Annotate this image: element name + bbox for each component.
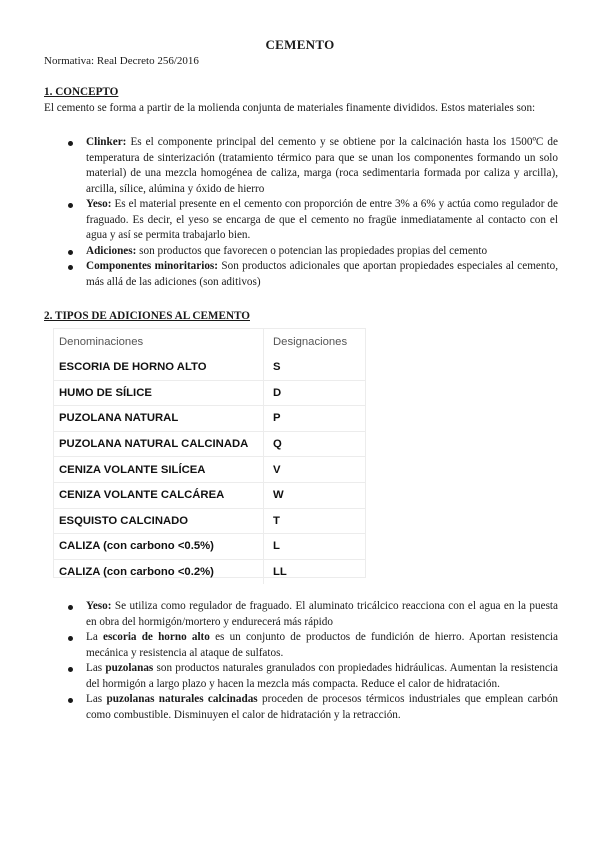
item-term: Yeso: (86, 600, 112, 612)
list-item (0, 692, 600, 723)
designacion-cell: S (273, 361, 281, 374)
list-item (0, 599, 600, 630)
designacion-cell: W (273, 489, 284, 502)
table-row (54, 406, 365, 432)
item-text: Es el material presente en el cemento con proporción de entre 3% a 6% y actúa como regulador de fraguado. Es decir, el yeso se encarga de que el cemento no fragüe inmediatamente al contacto con el agua y así se permita trabajarlo bien. (86, 198, 558, 241)
denominacion-cell: HUMO DE SÍLICE (54, 380, 264, 406)
bullet-icon (68, 265, 73, 270)
item-text: son productos que favorecen o potencian las propiedades propias del cemento (136, 244, 488, 257)
list-item (0, 259, 600, 290)
designacion-cell: V (273, 463, 281, 476)
table-row (54, 508, 365, 534)
list-item (0, 197, 600, 244)
item-text: es un conjunto de productos de fundición de hierro. Aportan resistencia mecánica y resistencia al ataque de sulfatos. (86, 631, 558, 659)
designacion-cell: L (273, 540, 280, 553)
item-prefix: La (86, 631, 103, 643)
additions-table (53, 328, 366, 578)
table-row (54, 355, 365, 380)
item-text: son productos naturales granulados con propiedades hidráulicas. Aumentan la resistencia del hormigón a largo plazo y hacen la mezcla más compacta. Reduce el calor de hidratación. (86, 662, 558, 690)
bullet-icon (68, 203, 73, 208)
item-text: Son productos adicionales que aportan propiedades especiales al cemento, más allá de las adiciones (son aditivos) (86, 260, 558, 288)
table-row (54, 380, 365, 406)
item-term: Clinker: (86, 136, 127, 148)
item-text: Se utiliza como regulador de fraguado. El aluminato tricálcico reacciona con el agua en la puesta en obra del hormigón/mortero y endurecerá más rápido (86, 600, 558, 628)
denominacion-cell: ESQUISTO CALCINADO (54, 508, 264, 534)
denominacion-cell: CENIZA VOLANTE CALCÁREA (54, 482, 264, 508)
denominacion-cell: CENIZA VOLANTE SILÍCEA (54, 457, 264, 483)
page-title: CEMENTO (265, 37, 335, 52)
item-prefix: Las (86, 693, 107, 705)
item-text: Es el componente principal del cemento y se obtiene por la calcinación hasta los 1500ºC de temperatura de sinterización (tratamiento térmico para que se unan los componentes formando un solo material) de una mezcla homogénea de caliza, marga (roca sedimentaria formada por caliza y arcilla), arcilla, sílice, alúmina y óxido de hierro (86, 136, 558, 195)
item-term: escoria de horno alto (102, 631, 210, 643)
table-row (54, 431, 365, 457)
intro-paragraph: El cemento se forma a partir de la molienda conjunta de materiales finamente divididos. Estos materiales son: (44, 102, 536, 114)
bullet-icon (68, 667, 73, 672)
designacion-cell: P (273, 412, 281, 425)
item-term: puzolanas naturales calcinadas (106, 693, 258, 705)
column-header-denominaciones: Denominaciones (54, 329, 264, 355)
bullet-icon (68, 636, 73, 641)
table-row (54, 457, 365, 483)
table-row (54, 534, 365, 560)
column-header-designaciones: Designaciones (273, 336, 348, 348)
table-row (54, 559, 365, 584)
item-term: Adiciones: (86, 244, 137, 257)
list-item (0, 661, 600, 692)
list-item (0, 244, 600, 260)
list-item (0, 630, 600, 661)
normativa-line: Normativa: Real Decreto 256/2016 (44, 55, 199, 67)
section-heading-tipos: 2. TIPOS DE ADICIONES AL CEMENTO (44, 310, 250, 322)
item-term: Componentes minoritarios: (86, 260, 219, 272)
designacion-cell: LL (273, 566, 287, 579)
section-heading-concepto: 1. CONCEPTO (44, 86, 119, 98)
denominacion-cell: PUZOLANA NATURAL (54, 406, 264, 432)
bullet-icon (68, 698, 73, 703)
designacion-cell: Q (273, 438, 282, 451)
list-item (0, 135, 600, 197)
bullet-icon (68, 141, 73, 146)
denominacion-cell: ESCORIA DE HORNO ALTO (54, 355, 264, 380)
item-text: proceden de procesos térmicos industriales que emplean carbón como combustible. Disminuyen el calor de hidratación y la retracción. (86, 693, 559, 721)
table-header-row (54, 329, 365, 355)
item-term: Yeso: (86, 198, 112, 210)
concept-list (0, 135, 600, 290)
denominacion-cell: PUZOLANA NATURAL CALCINADA (54, 431, 264, 457)
table-row (54, 482, 365, 508)
denominacion-cell: CALIZA (con carbono <0.5%) (54, 534, 264, 560)
item-term: puzolanas (105, 662, 154, 674)
bullet-icon (68, 605, 73, 610)
item-prefix: Las (86, 662, 106, 674)
designacion-cell: T (273, 514, 280, 527)
denominacion-cell: CALIZA (con carbono <0.2%) (54, 559, 264, 584)
designacion-cell: D (273, 386, 282, 399)
additions-notes-list (0, 599, 600, 723)
bullet-icon (68, 250, 73, 255)
